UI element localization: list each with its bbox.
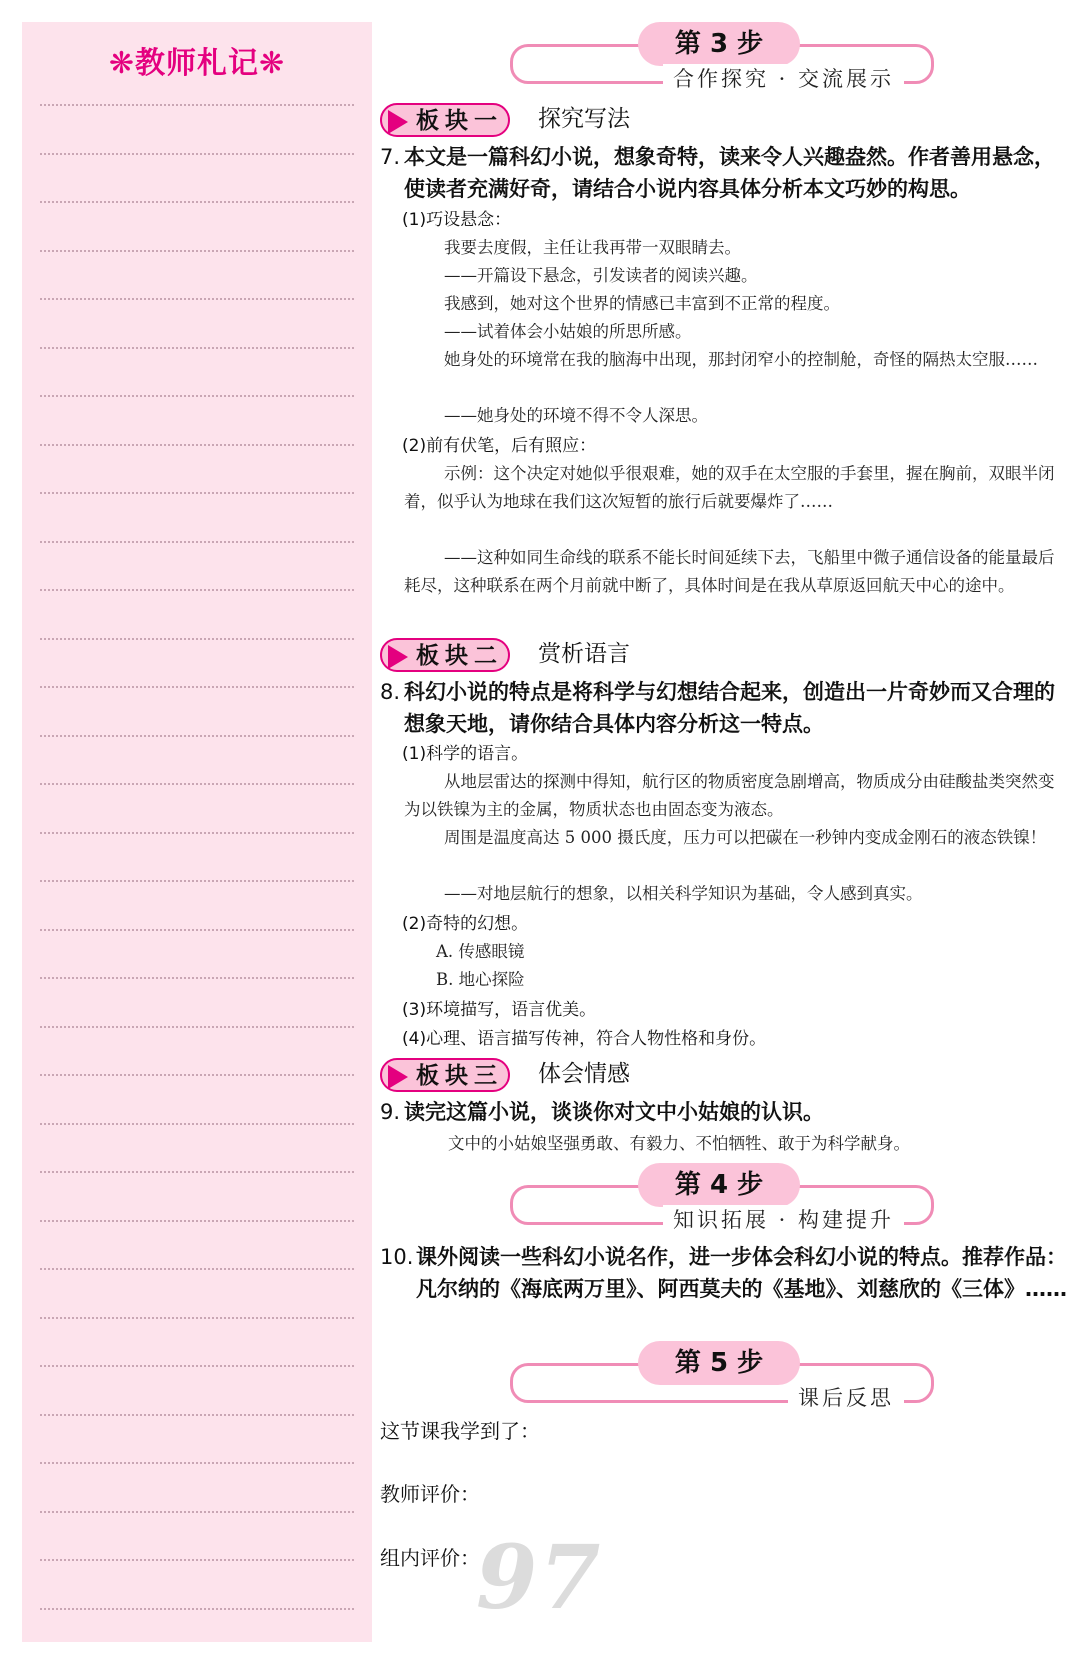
note-line	[40, 541, 354, 543]
note-line	[40, 735, 354, 737]
q8-part-1-label: (1)科学的语言。	[402, 744, 529, 764]
question-text: 读完这篇小说，谈谈你对文中小姑娘的认识。	[404, 1100, 824, 1124]
question-text: 科幻小说的特点是将科学与幻想结合起来，创造出一片奇妙而又合理的想象天地，请你结合具体内容分析这一特点。	[404, 680, 1055, 736]
step-3-banner	[510, 22, 930, 102]
module-name: 体会情感	[538, 1061, 630, 1087]
reflection-group: 组内评价：	[380, 1546, 480, 1570]
step-label: 第 5 步	[638, 1341, 800, 1385]
note-line	[40, 1414, 354, 1416]
note-line	[40, 1462, 354, 1464]
teacher-notes-panel	[22, 22, 372, 1642]
step-5-banner	[510, 1341, 930, 1421]
module-2-header	[380, 638, 1070, 678]
note-line	[40, 104, 354, 106]
q8-p1-line: 从地层雷达的探测中得知，航行区的物质密度急剧增高，物质成分由硅酸盐类突然变为以铁镍为主的金属，物质状态也由固态变为液态。	[404, 772, 1055, 819]
teacher-notes-title: ❋教师札记❋	[108, 46, 286, 81]
question-10	[380, 1241, 1070, 1305]
module-tag	[380, 1058, 510, 1092]
step-subtitle: 知识拓展 · 构建提升	[663, 1205, 904, 1235]
module-name: 探究写法	[538, 106, 630, 132]
note-line	[40, 250, 354, 252]
note-line	[40, 1220, 354, 1222]
q7-p1-line: 她身处的环境常在我的脑海中出现，那封闭窄小的控制舱，奇怪的隔热太空服……	[444, 350, 1038, 369]
step-label: 第 3 步	[638, 22, 800, 66]
q8-part-2-label: (2)奇特的幻想。	[402, 914, 529, 934]
note-line	[40, 1268, 354, 1270]
note-line	[40, 1317, 354, 1319]
note-line	[40, 880, 354, 882]
question-8	[380, 676, 1070, 740]
play-triangle-icon	[388, 110, 408, 134]
note-line	[40, 1123, 354, 1125]
note-line	[40, 201, 354, 203]
q8-part-4-label: (4)心理、语言描写传神，符合人物性格和身份。	[402, 1029, 767, 1049]
note-line	[40, 1026, 354, 1028]
note-line	[40, 686, 354, 688]
main-content	[380, 0, 1070, 1680]
note-line	[40, 832, 354, 834]
note-line	[40, 1511, 354, 1513]
question-number: 10.	[380, 1245, 414, 1269]
note-line	[40, 298, 354, 300]
note-line	[40, 589, 354, 591]
q7-p2-line: ——这种如同生命线的联系不能长时间延续下去，飞船里中微子通信设备的能量最后耗尽，这种联系在两个月前就中断了，具体时间是在我从草原返回航天中心的途中。	[404, 548, 1055, 595]
module-1-header	[380, 103, 1070, 143]
q7-part-1-label: (1)巧设悬念：	[402, 210, 512, 230]
step-label: 第 4 步	[638, 1163, 800, 1207]
q8-part-3-label: (3)环境描写，语言优美。	[402, 1000, 597, 1020]
note-line	[40, 1559, 354, 1561]
page-number: 97	[476, 1525, 603, 1629]
q8-p2-item: B. 地心探险	[436, 970, 525, 989]
reflection-learned: 这节课我学到了：	[380, 1419, 540, 1443]
module-name: 赏析语言	[538, 641, 630, 667]
q7-p1-line: ——开篇设下悬念，引发读者的阅读兴趣。	[444, 266, 758, 285]
q7-p1-line: ——她身处的环境不得不令人深思。	[444, 406, 708, 425]
module-tag-text: 板块三	[416, 1063, 503, 1089]
question-number: 8.	[380, 680, 401, 704]
note-line	[40, 977, 354, 979]
note-line	[40, 1365, 354, 1367]
note-line	[40, 347, 354, 349]
question-text: 本文是一篇科幻小说，想象奇特，读来令人兴趣盎然。作者善用悬念，使读者充满好奇，请结合小说内容具体分析本文巧妙的构思。	[404, 145, 1055, 201]
module-tag	[380, 103, 510, 137]
note-line	[40, 783, 354, 785]
note-line	[40, 444, 354, 446]
note-line	[40, 638, 354, 640]
step-4-banner	[510, 1163, 930, 1243]
reflection-teacher: 教师评价：	[380, 1482, 480, 1506]
q8-p1-line: 周围是温度高达 5 000 摄氏度，压力可以把碳在一秒钟内变成金刚石的液态铁镍！	[444, 828, 1047, 847]
q9-answer: 文中的小姑娘坚强勇敢、有毅力、不怕牺牲、敢于为科学献身。	[448, 1134, 910, 1153]
q7-p1-line: 我感到，她对这个世界的情感已丰富到不正常的程度。	[444, 294, 840, 313]
note-line	[40, 1074, 354, 1076]
note-line	[40, 153, 354, 155]
question-9	[380, 1096, 1070, 1128]
module-tag-text: 板块一	[416, 108, 503, 134]
q7-p1-line: 我要去度假，主任让我再带一双眼睛去。	[444, 238, 741, 257]
note-line	[40, 492, 354, 494]
q7-part-2-label: (2)前有伏笔，后有照应：	[402, 436, 597, 456]
note-line	[40, 1608, 354, 1610]
play-triangle-icon	[388, 645, 408, 669]
question-7	[380, 141, 1070, 205]
module-3-header	[380, 1058, 1070, 1098]
note-line	[40, 1171, 354, 1173]
q8-p1-line: ——对地层航行的想象，以相关科学知识为基础，令人感到真实。	[444, 884, 923, 903]
question-number: 7.	[380, 145, 401, 169]
note-line	[40, 395, 354, 397]
note-line	[40, 929, 354, 931]
module-tag-text: 板块二	[416, 643, 503, 669]
q7-p2-line: 示例：这个决定对她似乎很艰难，她的双手在太空服的手套里，握在胸前，双眼半闭着，似乎认为地球在我们这次短暂的旅行后就要爆炸了……	[404, 464, 1055, 511]
play-triangle-icon	[388, 1065, 408, 1089]
q8-p2-item: A. 传感眼镜	[436, 942, 525, 961]
module-tag	[380, 638, 510, 672]
question-number: 9.	[380, 1100, 401, 1124]
step-subtitle: 课后反思	[788, 1383, 904, 1413]
question-text: 课外阅读一些科幻小说名作，进一步体会科幻小说的特点。推荐作品：凡尔纳的《海底两万里》、阿西莫夫的《基地》、刘慈欣的《三体》……	[416, 1245, 1067, 1301]
q7-p1-line: ——试着体会小姑娘的所思所感。	[444, 322, 692, 341]
step-subtitle: 合作探究 · 交流展示	[663, 64, 904, 94]
